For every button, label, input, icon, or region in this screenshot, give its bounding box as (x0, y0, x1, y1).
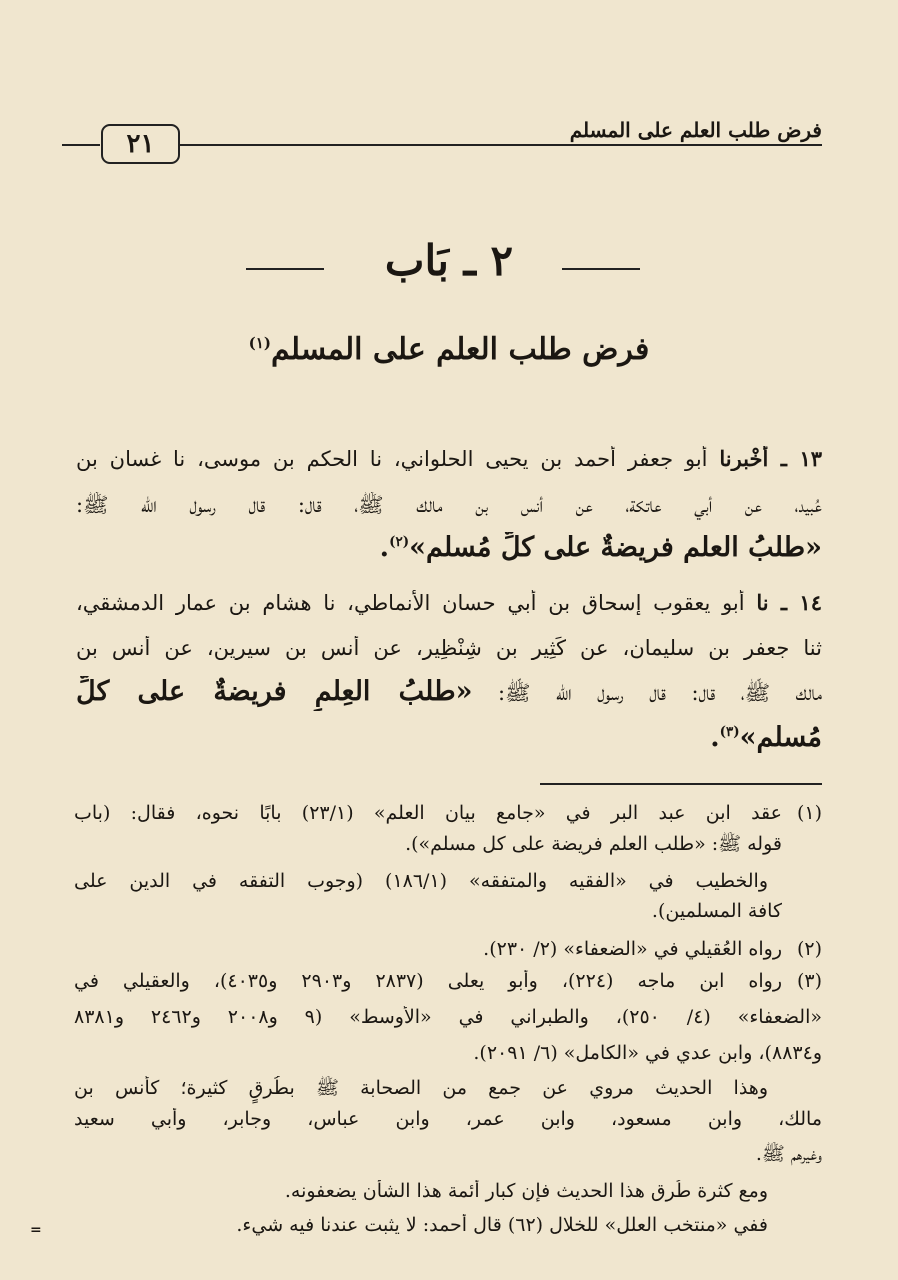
hadith-14-isnad-cont: ثنا جعفر بن سليمان، عن كَثِير بن شِنْظِير، عن أنس بن سيرين، عن أنس بن (76, 636, 822, 660)
header-rule-left (62, 144, 100, 146)
hadith-14-period: . (710, 722, 720, 753)
hadith-13-number: ١٣ ـ أَخْبرنا (719, 446, 822, 471)
hadith-13-isnad: أبو جعفر أحمد بن يحيى الحلواني، نا الحكم بن موسى، نا غسان بن (76, 447, 708, 471)
page-number: ٢١ (101, 124, 180, 164)
footnote-line: كافة المسلمين). (651, 900, 782, 922)
footnote-line: والخطيب في «الفقيه والمتفقه» (١٨٦/١) (وجوب التفقه في الدين على (74, 870, 768, 892)
hadith-14-isnad: أبو يعقوب إسحاق بن أبي حسان الأنماطي، نا هشام بن عمار الدمشقي، (76, 591, 745, 615)
hadith-13-matn: «طلبُ العلمِ فريضةٌ على كلِّ مُسلمٍ» (409, 532, 822, 563)
footnote-line: ومع كثرة طُرق هذا الحديث فإن كبار أئمة هذا الشأن يضعفونه. (284, 1180, 768, 1202)
footnote-line: عقد ابن عبد البر في «جامع بيان العلم» (٢٣/١) بابًا نحوه، فقال: (باب (74, 802, 782, 824)
chapter-rule-right (562, 268, 640, 270)
footnote-line: «الضعفاء» (٤/ ٢٥٠)، والطبراني في «الأوسط» (٩ و٢٠٠٨ و٢٤٦٢ و٨٣٨١ (74, 1006, 822, 1028)
footnote-line: وهذا الحديث مروي عن جمع من الصحابة ﷺ بطُرقٍ كثيرة؛ كأنس بن (74, 1077, 768, 1099)
chapter-subtitle (0, 332, 898, 367)
subtitle-text: فرض طلب العلم على المسلم (270, 332, 650, 367)
body-line-2 (76, 492, 822, 523)
hadith-14-footnote-ref: (٣) (719, 724, 740, 740)
hadith-14-isnad-end: مالك ﷺ، قال: قال رسول الله ﷺ: (498, 681, 822, 705)
subtitle-footnote-ref: (١) (248, 334, 271, 352)
body-line-1 (76, 446, 822, 471)
body-line-4 (76, 590, 822, 615)
footnote-line: وغيرهم ﷺ. (755, 1143, 822, 1165)
margin-mark: = (30, 1222, 42, 1238)
body-line-6 (76, 676, 822, 711)
body-line-3 (76, 532, 822, 563)
running-head: فرض طلب العلم على المسلم (564, 118, 822, 142)
footnote-line: ففي «منتخب العلل» للخلال (٦٢) قال أحمد: لا يثبت عندنا فيه شيء. (236, 1214, 768, 1236)
footnote-line: مالك، وابن مسعود، وابن عمر، وابن عباس، وجابر، وأبي سعيد (74, 1108, 822, 1130)
footnote-line: و٨٨٣٤)، وابن عدي في «الكامل» (٦/ ٢٠٩١). (473, 1042, 822, 1064)
footnote-number: (٢) (796, 938, 822, 960)
header-rule-right (178, 144, 822, 146)
hadith-14-matn-cont: مُسلمٍ» (739, 722, 822, 753)
footnote-separator (540, 783, 822, 785)
hadith-13-isnad-cont: عُبيد، عن أبي عاتكة، عن أنس بن مالك ﷺ، قال: قال رسول الله ﷺ: (76, 493, 822, 517)
footnote-line: قوله ﷺ: «طلب العلم فريضة على كل مسلم»). (405, 833, 782, 855)
footnote-line: رواه ابن ماجه (٢٢٤)، وأبو يعلى (٢٨٣٧ و٢٩٠٣ و٤٠٣٥)، والعقيلي في (74, 970, 782, 992)
chapter-title: ٢ ـ بَاب (384, 236, 514, 285)
hadith-13-period: . (379, 532, 390, 563)
body-line-5 (76, 636, 822, 660)
hadith-13-footnote-ref: (٢) (389, 534, 410, 550)
hadith-14-number: ١٤ ـ نا (756, 590, 822, 615)
footnote-number: (١) (796, 802, 822, 824)
hadith-14-matn: «طلبُ العِلمِ فريضةٌ على كلِّ (76, 676, 473, 707)
body-line-7 (76, 722, 822, 753)
footnote-line: رواه العُقيلي في «الضعفاء» (٢/ ٢٣٠). (483, 938, 782, 960)
footnote-number: (٣) (796, 970, 822, 992)
